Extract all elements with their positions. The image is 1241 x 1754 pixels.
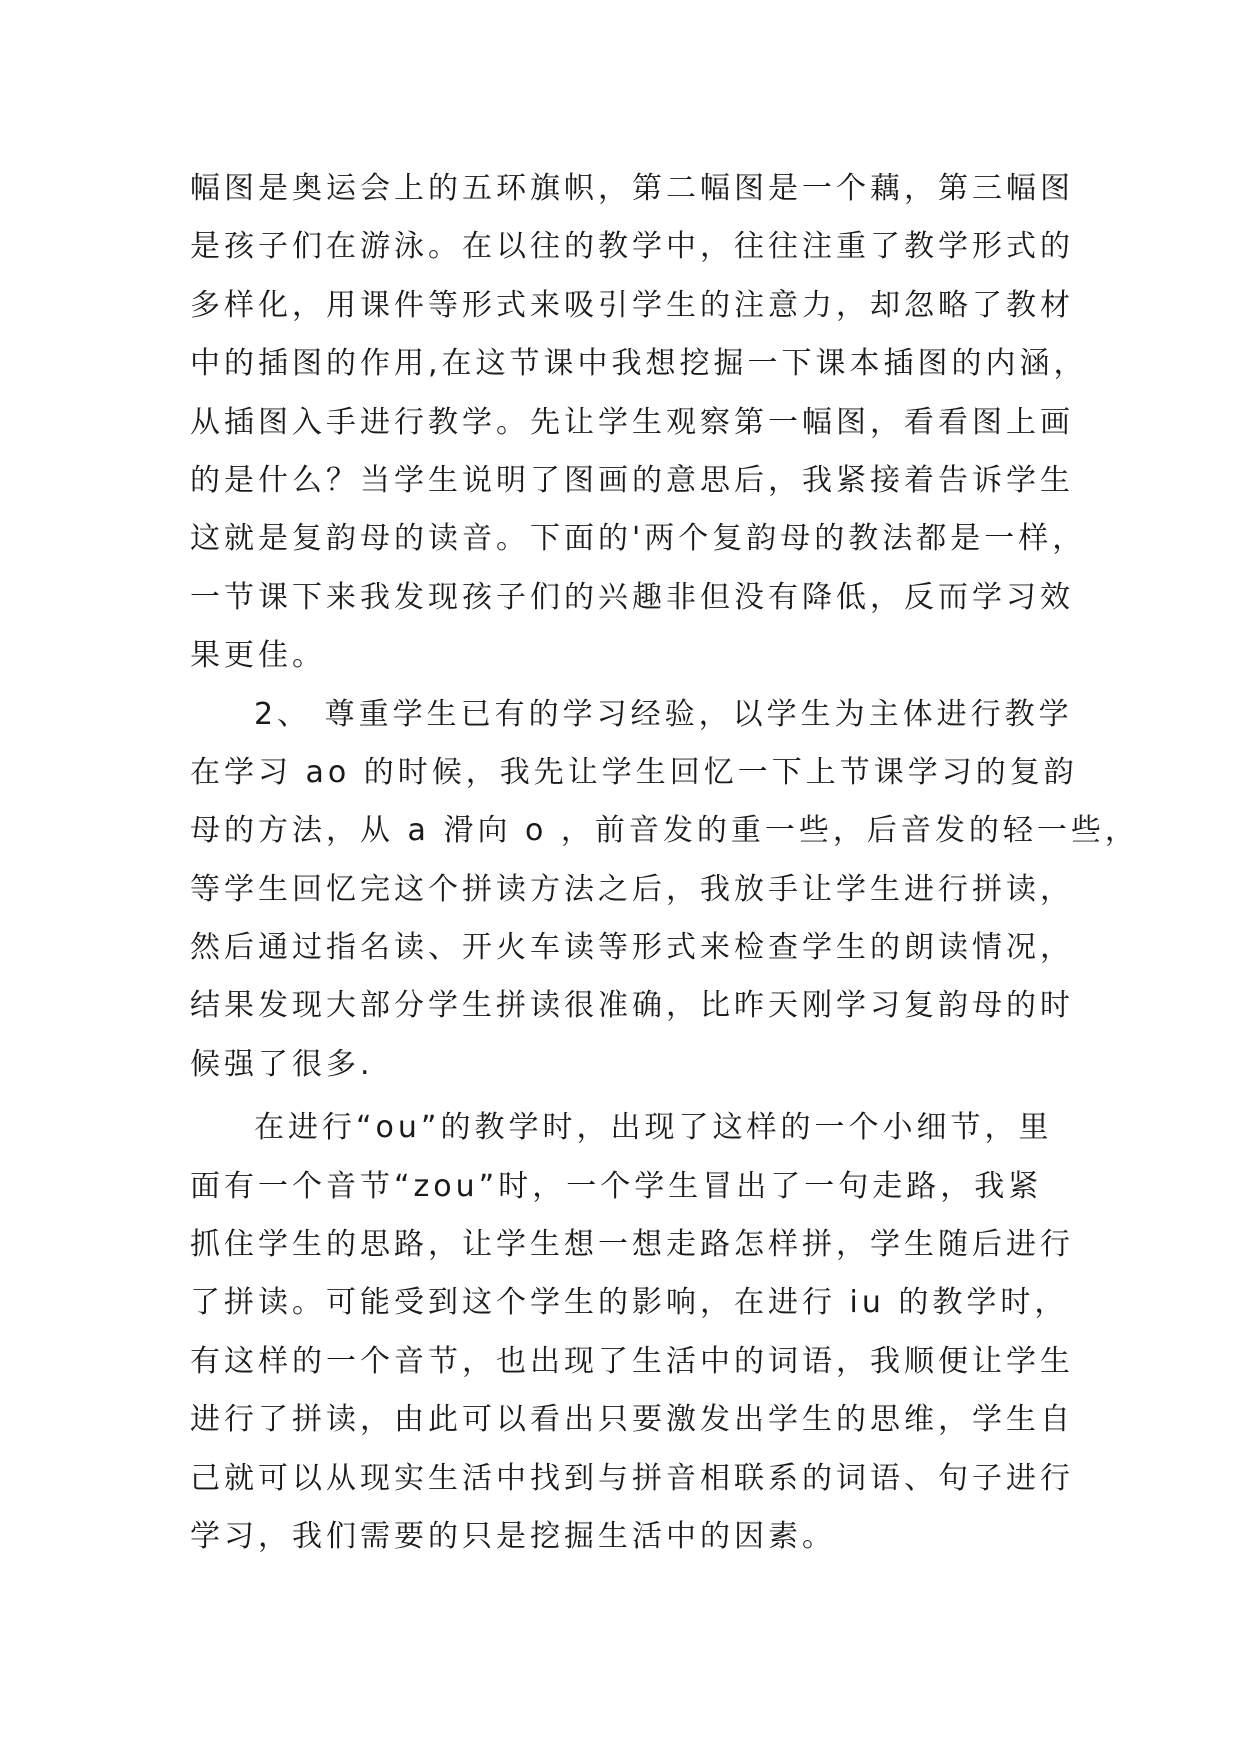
text-line: 然后通过指名读、开火车读等形式来检查学生的朗读情况，: [190, 930, 1074, 966]
text-line: 这就是复韵母的读音。下面的'两个复韵母的教法都是一样，: [190, 521, 1087, 557]
text-line: 抓住学生的思路，让学生想一想走路怎样拼，学生随后进行: [190, 1227, 1074, 1263]
text-line: 在学习 ao 的时候，我先让学生回忆一下上节课学习的复韵: [190, 754, 1078, 790]
text-line: 多样化，用课件等形式来吸引学生的注意力，却忽略了教材: [190, 287, 1074, 323]
text-line: 等学生回忆完这个拼读方法之后，我放手让学生进行拼读，: [190, 871, 1074, 907]
text-line: 一节课下来我发现孩子们的兴趣非但没有降低，反而学习效: [190, 579, 1074, 615]
paragraph-2: [190, 686, 1139, 1095]
text-line: 从插图入手进行教学。先让学生观察第一幅图，看看图上画: [190, 404, 1074, 440]
text-line: 己就可以从现实生活中找到与拼音相联系的词语、句子进行: [190, 1460, 1074, 1496]
text-line: 有这样的一个音节，也出现了生活中的词语，我顺便让学生: [190, 1343, 1074, 1379]
text-line: 幅图是奥运会上的五环旗帜，第二幅图是一个藕，第三幅图: [190, 171, 1074, 206]
text-line: 在进行“ou”的教学时，出现了这样的一个小细节，里: [254, 1110, 1053, 1146]
text-line: 母的方法，从 a 滑向 o ，前音发的重一些，后音发的轻一些，: [190, 813, 1139, 849]
text-line: 果更佳。: [190, 638, 326, 674]
text-line: 学习，我们需要的只是挖掘生活中的因素。: [190, 1518, 836, 1554]
paragraph-1: [190, 160, 1088, 686]
text-line: 是孩子们在游泳。在以往的教学中，往往注重了教学形式的: [190, 229, 1074, 265]
text-line: 结果发现大部分学生拼读很准确，比昨天刚学习复韵母的时: [190, 988, 1074, 1024]
paragraph-3: [190, 1099, 1074, 1566]
text-line: 了拼读。可能受到这个学生的影响，在进行 iu 的教学时，: [190, 1285, 1069, 1321]
text-line: 中的插图的作用,在这节课中我想挖掘一下课本插图的内涵，: [190, 346, 1088, 382]
text-line: 候强了很多.: [190, 1046, 374, 1082]
text-line: 进行了拼读，由此可以看出只要激发出学生的思维，学生自: [190, 1402, 1074, 1438]
text-line: 的是什么？当学生说明了图画的意思后，我紧接着告诉学生: [190, 462, 1074, 498]
text-line: 面有一个音节“zou”时，一个学生冒出了一句走路，我紧: [190, 1168, 1043, 1204]
document-body: [190, 160, 1139, 1566]
section-heading: 2、 尊重学生已有的学习经验，以学生为主体进行教学: [254, 696, 1073, 732]
